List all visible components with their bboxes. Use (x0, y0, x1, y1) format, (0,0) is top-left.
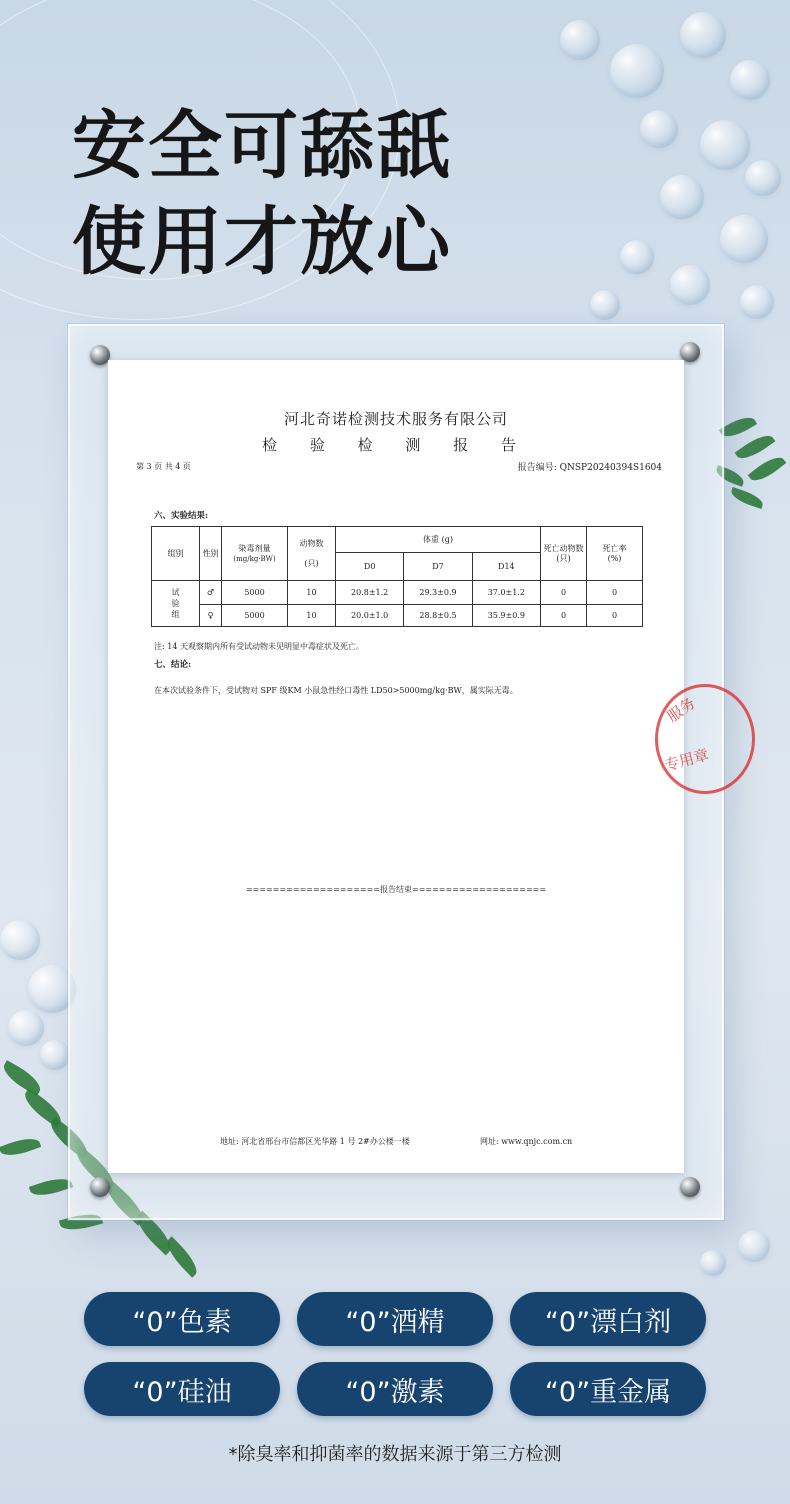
headline (72, 98, 452, 290)
section-results-heading: 六、实验结果: (154, 511, 209, 521)
cell-deaths: 0 (541, 605, 587, 627)
leaf (729, 487, 765, 509)
cell-dose: 5000 (222, 581, 288, 605)
bubble (590, 290, 620, 320)
cell-d0: 20.0±1.0 (336, 605, 404, 627)
th-d7: D7 (404, 553, 472, 581)
th-d14: D14 (472, 553, 540, 581)
cell-d14: 37.0±1.2 (472, 581, 540, 605)
th-d0: D0 (336, 553, 404, 581)
bubble (620, 240, 654, 274)
bubble (730, 60, 770, 100)
bubble (8, 1010, 44, 1046)
th-death-rate-unit: (%) (607, 553, 622, 563)
report-number: 报告编号: QNSP20240394S1604 (517, 463, 662, 473)
cell-d7: 28.8±0.5 (404, 605, 472, 627)
leaf (748, 452, 787, 486)
official-seal-stamp (655, 684, 755, 794)
cell-count: 10 (288, 581, 336, 605)
group-label-text: 试验组 (171, 588, 180, 619)
th-weight: 体重 (g) (336, 527, 541, 553)
cell-rate: 0 (587, 605, 643, 627)
bubble (610, 44, 664, 98)
screw-icon (680, 342, 700, 362)
badge-no-heavy-metal: “0”重金属 (510, 1362, 706, 1416)
bubble (670, 265, 710, 305)
badge-no-hormone: “0”激素 (297, 1362, 493, 1416)
cell-sex: ♀ (200, 605, 222, 627)
section-conclusion-heading: 七、结论: (154, 660, 192, 670)
stamp-text-bottom: 专用章 (662, 745, 711, 775)
th-dose-unit: (mg/kg·BW) (233, 554, 276, 563)
th-count-unit: (只) (304, 558, 319, 568)
report-title: 检 验 检 测 报 告 (262, 436, 530, 454)
bubble (720, 215, 768, 263)
cell-dose: 5000 (222, 605, 288, 627)
bubble (660, 175, 704, 219)
leaf (162, 1236, 203, 1277)
bubble (738, 1230, 770, 1262)
leaf (0, 1134, 41, 1161)
leaf (29, 1174, 73, 1200)
report-note: 注: 14 天观察期内所有受试动物未见明显中毒症状及死亡。 (154, 642, 364, 651)
screw-icon (90, 345, 110, 365)
report-address: 地址: 河北省邢台市信都区光华路 1 号 2#办公楼一楼 (220, 1137, 410, 1146)
th-death-count-unit: (只) (556, 553, 571, 563)
th-death-rate-label: 死亡率 (602, 543, 627, 553)
report-website: 网址: www.qnjc.com.cn (480, 1137, 573, 1146)
th-count-label: 动物数 (299, 538, 324, 548)
th-group: 组别 (152, 527, 200, 581)
report-company: 河北奇诺检测技术服务有限公司 (283, 410, 508, 428)
badge-no-silicone-oil: “0”硅油 (84, 1362, 280, 1416)
cell-sex: ♂ (200, 581, 222, 605)
screw-icon (680, 1177, 700, 1197)
table-row (152, 581, 643, 605)
bubble (560, 20, 600, 60)
report-conclusion: 在本次试验条件下，受试物对 SPF 级KM 小鼠急性经口毒性 LD50>5000mg/kg·BW，属实际无毒。 (154, 686, 518, 695)
results-table (151, 526, 643, 627)
th-sex: 性别 (200, 527, 222, 581)
cell-count: 10 (288, 605, 336, 627)
leaf (0, 1060, 45, 1096)
th-dose-label: 染毒剂量 (238, 543, 271, 553)
footnote: *除臭率和抑菌率的数据来源于第三方检测 (228, 1444, 562, 1465)
cell-d7: 29.3±0.9 (404, 581, 472, 605)
cell-d14: 35.9±0.9 (472, 605, 540, 627)
badge-no-bleach: “0”漂白剂 (510, 1292, 706, 1346)
th-death-rate (587, 527, 643, 581)
table-row (152, 605, 643, 627)
bubble (740, 285, 774, 319)
th-death-count-label: 死亡动物数 (543, 543, 584, 553)
badge-no-pigment: “0”色素 (84, 1292, 280, 1346)
bubble (40, 1040, 70, 1070)
th-count (288, 527, 336, 581)
test-report-document (108, 360, 684, 1173)
report-page-number: 第 3 页 共 4 页 (136, 462, 191, 471)
cell-rate: 0 (587, 581, 643, 605)
bubble (0, 920, 40, 960)
stamp-text-top: 服务 (663, 693, 699, 726)
headline-line-1: 安全可舔舐 (72, 103, 452, 189)
bubble (700, 1250, 726, 1276)
cell-d0: 20.8±1.2 (336, 581, 404, 605)
report-end-marker: ====================报告结束==================== (245, 885, 547, 894)
leaf (719, 412, 757, 442)
group-label (152, 581, 200, 627)
bubble (700, 120, 750, 170)
badge-no-alcohol: “0”酒精 (297, 1292, 493, 1346)
bubble (745, 160, 781, 196)
th-dose (222, 527, 288, 581)
cell-deaths: 0 (541, 581, 587, 605)
screw-icon (90, 1177, 110, 1197)
bubble (640, 110, 678, 148)
headline-line-2: 使用才放心 (72, 199, 452, 285)
bubble (680, 12, 726, 58)
th-death-count (541, 527, 587, 581)
